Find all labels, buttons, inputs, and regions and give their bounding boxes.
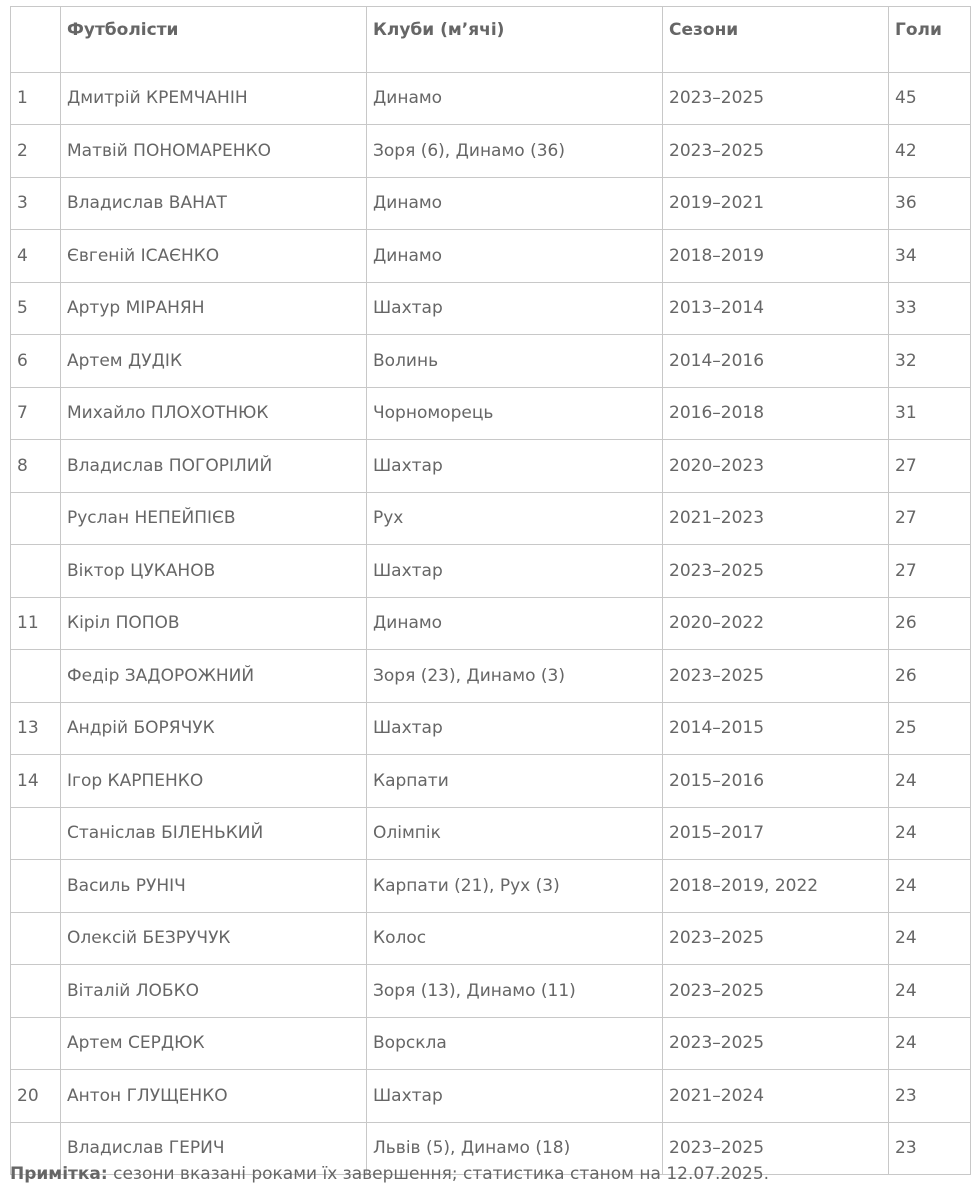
table-row [11,72,971,125]
clubs-cell: Рух [367,492,663,545]
player-cell: Ігор КАРПЕНКО [61,755,367,808]
table-row [11,335,971,388]
player-cell: Кіріл ПОПОВ [61,597,367,650]
player-cell: Станіслав БІЛЕНЬКИЙ [61,807,367,860]
player-cell: Артур МІРАНЯН [61,282,367,335]
player-cell: Антон ГЛУЩЕНКО [61,1070,367,1123]
clubs-cell: Динамо [367,177,663,230]
table-row [11,597,971,650]
clubs-cell: Динамо [367,597,663,650]
seasons-cell: 2023–2025 [663,72,889,125]
player-cell: Дмитрій КРЕМЧАНІН [61,72,367,125]
rank-cell: 14 [11,755,61,808]
goals-cell: 31 [889,387,971,440]
seasons-cell: 2023–2025 [663,1122,889,1175]
seasons-cell: 2019–2021 [663,177,889,230]
seasons-cell: 2014–2015 [663,702,889,755]
table-row [11,702,971,755]
goals-cell: 27 [889,545,971,598]
seasons-cell: 2015–2016 [663,755,889,808]
clubs-cell: Шахтар [367,1070,663,1123]
table-row [11,650,971,703]
goals-cell: 24 [889,755,971,808]
table-row [11,912,971,965]
rank-cell: 5 [11,282,61,335]
seasons-cell: 2021–2024 [663,1070,889,1123]
table-row [11,807,971,860]
goals-cell: 24 [889,860,971,913]
table-row [11,440,971,493]
rank-cell: 7 [11,387,61,440]
goals-cell: 24 [889,807,971,860]
player-cell: Михайло ПЛОХОТНЮК [61,387,367,440]
seasons-cell: 2023–2025 [663,650,889,703]
rank-cell [11,545,61,598]
rank-cell [11,912,61,965]
table-row [11,860,971,913]
seasons-cell: 2020–2022 [663,597,889,650]
rank-cell: 11 [11,597,61,650]
seasons-cell: 2013–2014 [663,282,889,335]
goals-cell: 24 [889,965,971,1018]
clubs-cell: Динамо [367,230,663,283]
clubs-cell: Ворскла [367,1017,663,1070]
player-cell: Владислав ПОГОРІЛИЙ [61,440,367,493]
goals-cell: 42 [889,125,971,178]
player-cell: Василь РУНІЧ [61,860,367,913]
table-row [11,177,971,230]
goals-cell: 27 [889,440,971,493]
player-cell: Віталій ЛОБКО [61,965,367,1018]
clubs-cell: Шахтар [367,702,663,755]
rank-cell: 4 [11,230,61,283]
seasons-cell: 2023–2025 [663,1017,889,1070]
goals-cell: 25 [889,702,971,755]
rank-cell [11,650,61,703]
player-cell: Руслан НЕПЕЙПІЄВ [61,492,367,545]
seasons-cell: 2020–2023 [663,440,889,493]
clubs-cell: Чорноморець [367,387,663,440]
rank-cell [11,965,61,1018]
table-row [11,1070,971,1123]
clubs-cell: Шахтар [367,440,663,493]
goals-cell: 45 [889,72,971,125]
table-row [11,965,971,1018]
player-cell: Євгеній ІСАЄНКО [61,230,367,283]
clubs-cell: Зоря (23), Динамо (3) [367,650,663,703]
clubs-cell: Олімпік [367,807,663,860]
rank-cell [11,492,61,545]
seasons-cell: 2018–2019, 2022 [663,860,889,913]
clubs-cell: Карпати [367,755,663,808]
player-cell: Віктор ЦУКАНОВ [61,545,367,598]
seasons-cell: 2018–2019 [663,230,889,283]
rank-cell: 13 [11,702,61,755]
table-row [11,545,971,598]
player-cell: Владислав ГЕРИЧ [61,1122,367,1175]
goals-cell: 27 [889,492,971,545]
player-cell: Андрій БОРЯЧУК [61,702,367,755]
top-scorers-table [10,6,971,1175]
seasons-cell: 2015–2017 [663,807,889,860]
goals-cell: 23 [889,1122,971,1175]
rank-cell [11,1017,61,1070]
clubs-cell: Колос [367,912,663,965]
goals-cell: 24 [889,1017,971,1070]
player-cell: Матвій ПОНОМАРЕНКО [61,125,367,178]
table-row [11,230,971,283]
clubs-cell: Шахтар [367,545,663,598]
seasons-cell: 2023–2025 [663,965,889,1018]
rank-cell: 3 [11,177,61,230]
table-row [11,387,971,440]
goals-cell: 24 [889,912,971,965]
player-cell: Федір ЗАДОРОЖНИЙ [61,650,367,703]
goals-cell: 36 [889,177,971,230]
goals-cell: 23 [889,1070,971,1123]
clubs-cell: Волинь [367,335,663,388]
table-row [11,492,971,545]
player-cell: Владислав ВАНАТ [61,177,367,230]
player-cell: Артем ДУДІК [61,335,367,388]
rank-cell [11,860,61,913]
clubs-cell: Шахтар [367,282,663,335]
table-header-row [11,7,971,73]
footnote [10,1163,769,1185]
rank-cell: 2 [11,125,61,178]
clubs-cell: Карпати (21), Рух (3) [367,860,663,913]
rank-cell: 20 [11,1070,61,1123]
header-goals: Голи [889,7,971,73]
seasons-cell: 2021–2023 [663,492,889,545]
footnote-label: Примітка: [10,1164,108,1184]
table-body [11,72,971,1175]
goals-cell: 32 [889,335,971,388]
clubs-cell: Зоря (13), Динамо (11) [367,965,663,1018]
header-clubs: Клуби (м’ячі) [367,7,663,73]
footnote-text: сезони вказані роками їх завершення; статистика станом на 12.07.2025. [107,1164,770,1184]
table-row [11,755,971,808]
clubs-cell: Динамо [367,72,663,125]
clubs-cell: Зоря (6), Динамо (36) [367,125,663,178]
rank-cell [11,807,61,860]
header-player: Футболісти [61,7,367,73]
table-row [11,125,971,178]
rank-cell: 8 [11,440,61,493]
seasons-cell: 2023–2025 [663,125,889,178]
seasons-cell: 2014–2016 [663,335,889,388]
seasons-cell: 2023–2025 [663,545,889,598]
goals-cell: 34 [889,230,971,283]
player-cell: Артем СЕРДЮК [61,1017,367,1070]
goals-cell: 33 [889,282,971,335]
header-seasons: Сезони [663,7,889,73]
rank-cell: 1 [11,72,61,125]
table-row [11,282,971,335]
player-cell: Олексій БЕЗРУЧУК [61,912,367,965]
goals-cell: 26 [889,650,971,703]
goals-cell: 26 [889,597,971,650]
seasons-cell: 2023–2025 [663,912,889,965]
clubs-cell: Львів (5), Динамо (18) [367,1122,663,1175]
table-row [11,1017,971,1070]
rank-cell: 6 [11,335,61,388]
header-rank [11,7,61,73]
seasons-cell: 2016–2018 [663,387,889,440]
